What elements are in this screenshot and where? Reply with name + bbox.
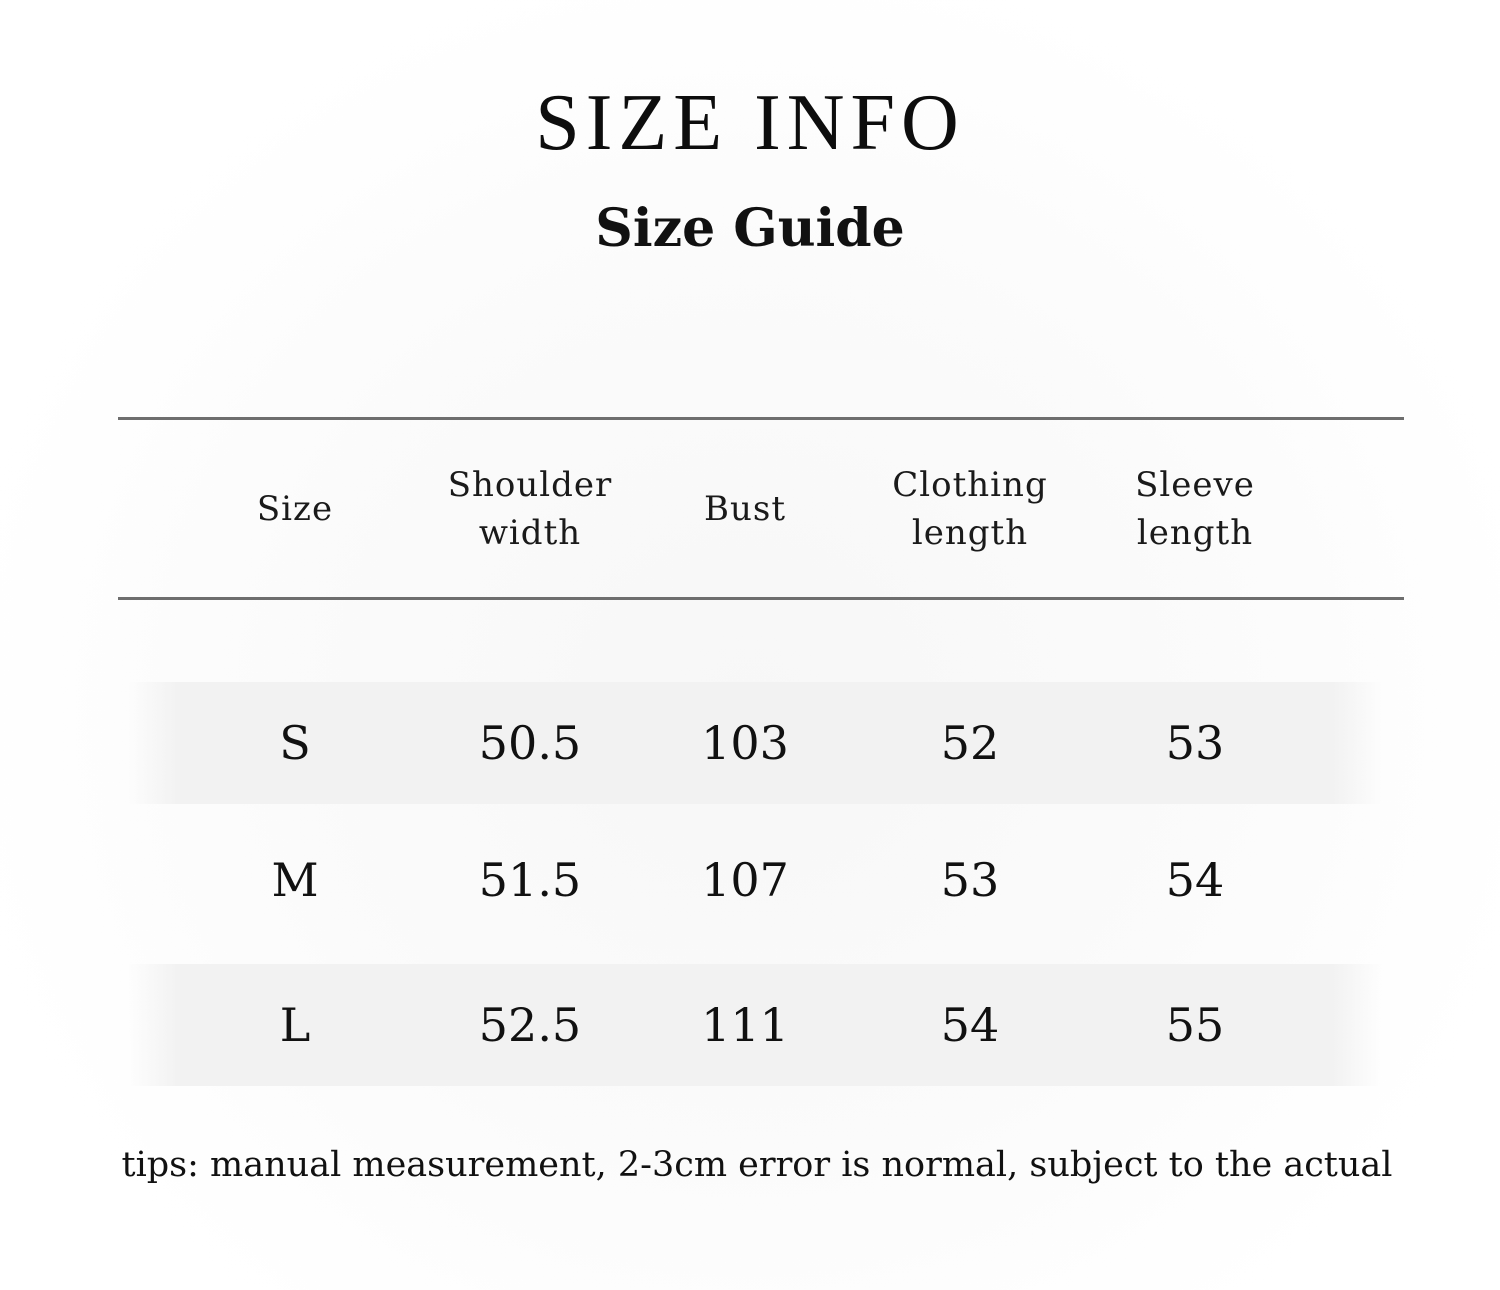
table-row: [128, 682, 1382, 804]
cell-bust: 103: [701, 716, 789, 770]
cell-shoulder-width: 52.5: [478, 998, 582, 1052]
cell-sleeve-length: 55: [1165, 998, 1225, 1052]
cell-shoulder-width: 50.5: [478, 716, 582, 770]
measurement-tips: tips: manual measurement, 2-3cm error is normal, subject to the actual: [121, 1145, 1393, 1185]
cell-clothing-length: 52: [940, 716, 1000, 770]
column-header-bust: Bust: [704, 488, 786, 529]
cell-bust: 107: [701, 853, 789, 907]
cell-shoulder-width: 51.5: [478, 853, 582, 907]
cell-bust: 111: [701, 998, 789, 1052]
table-header-row: [0, 420, 1500, 597]
cell-size: M: [271, 853, 319, 907]
cell-size: L: [279, 998, 311, 1052]
cell-size: S: [279, 716, 311, 770]
column-header-size: Size: [256, 488, 334, 529]
table-header-divider: [118, 597, 1404, 600]
column-header-clothing-length: Clothing length: [892, 464, 1048, 553]
page-subtitle: Size Guide: [595, 198, 905, 259]
table-row: [128, 964, 1382, 1086]
cell-sleeve-length: 54: [1165, 853, 1225, 907]
cell-clothing-length: 54: [940, 998, 1000, 1052]
cell-clothing-length: 53: [940, 853, 1000, 907]
column-header-shoulder-width: Shoulder width: [447, 464, 613, 553]
cell-sleeve-length: 53: [1165, 716, 1225, 770]
column-header-sleeve-length: Sleeve length: [1135, 464, 1255, 553]
table-row: [128, 819, 1382, 941]
page-title: SIZE INFO: [535, 79, 965, 167]
